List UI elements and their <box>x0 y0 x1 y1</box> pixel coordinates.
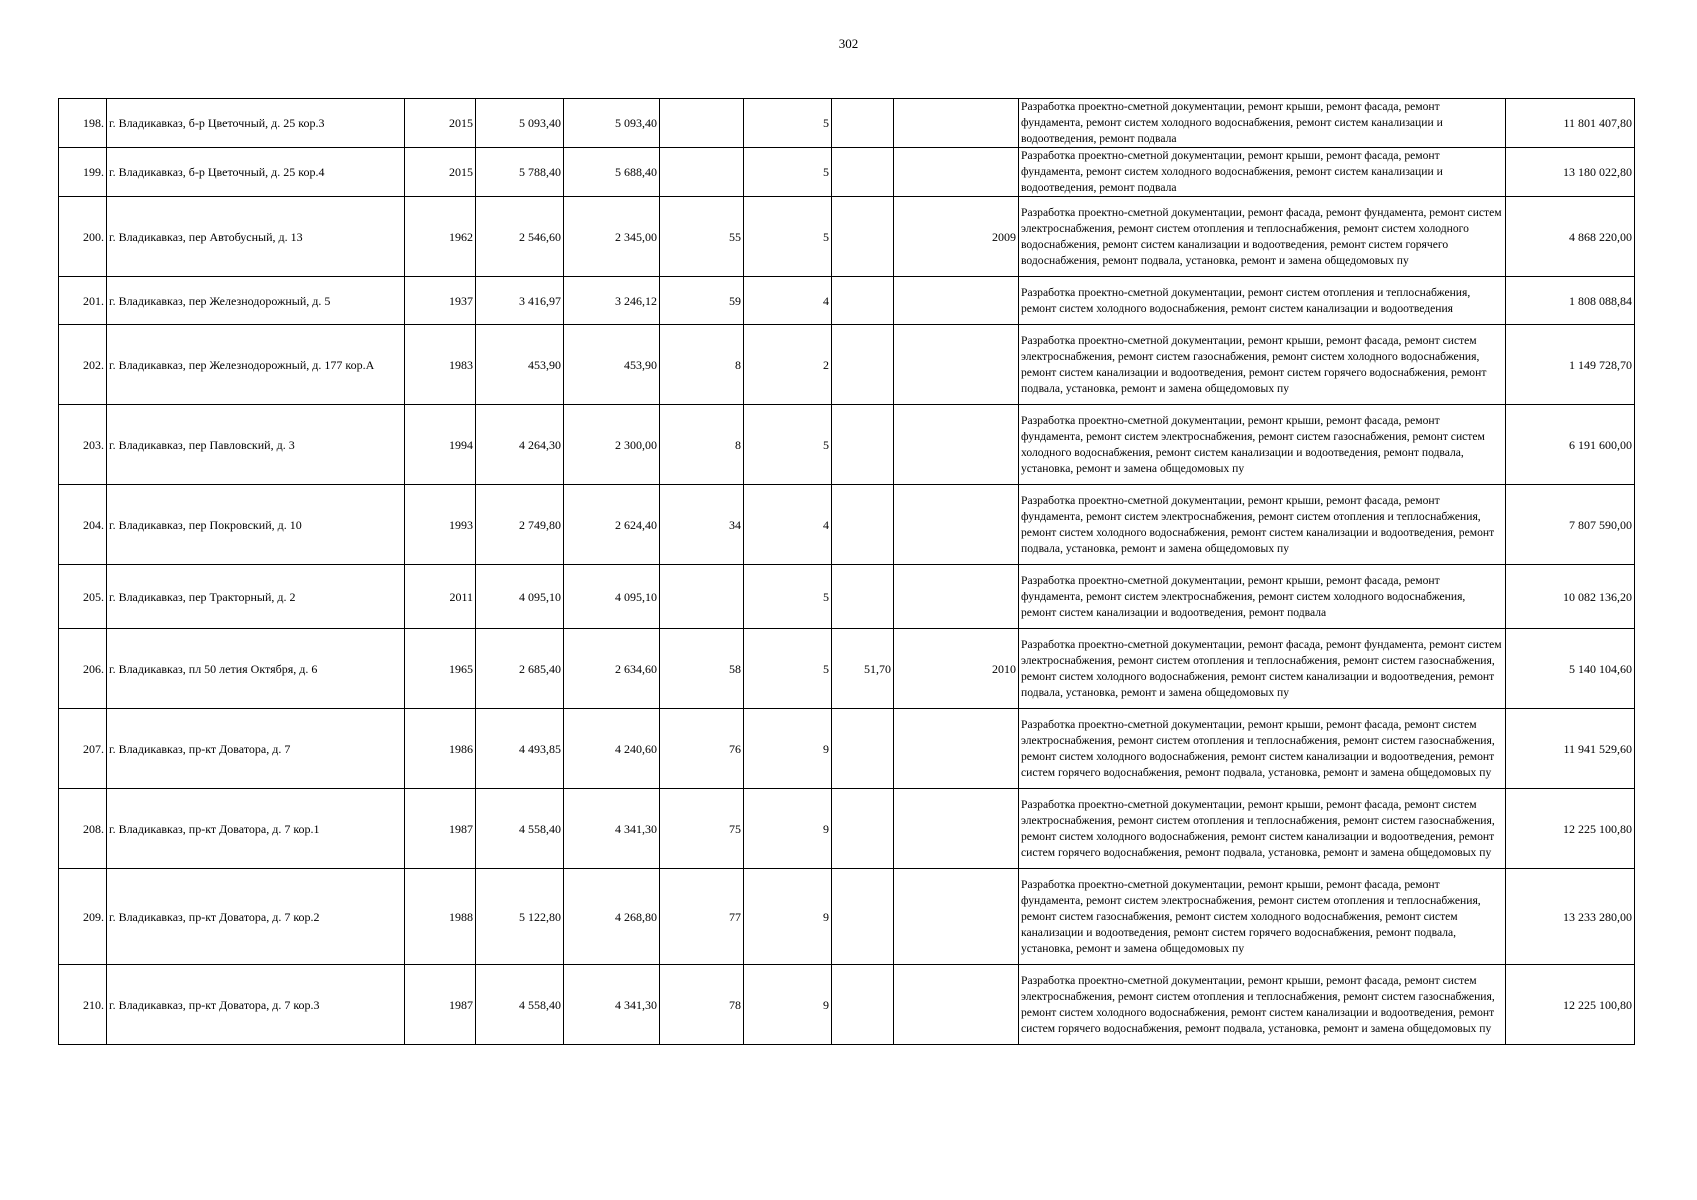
year-cell: 1986 <box>405 709 476 789</box>
living-area-cell: 4 240,60 <box>564 709 660 789</box>
last-repair-year-cell <box>894 277 1019 325</box>
works-description-cell: Разработка проектно-сметной документации, ремонт фасада, ремонт фундамента, ремонт систем электроснабжения, ремонт систем отопления и теплоснабжения, ремонт систем холодного водоснабжения, ремонт систем канализации и водоотведения, ремонт систем горячего водоснабжения, ремонт подвала, установка, ремонт и замена общедомовых пу <box>1019 197 1506 277</box>
living-area-cell: 4 268,80 <box>564 869 660 965</box>
row-number-cell: 207. <box>59 709 107 789</box>
total-area-cell: 453,90 <box>476 325 564 405</box>
floors-cell: 9 <box>744 869 832 965</box>
table-row <box>59 965 1635 1045</box>
table-row <box>59 148 1635 197</box>
cost-cell: 5 140 104,60 <box>1506 629 1635 709</box>
year-cell: 1965 <box>405 629 476 709</box>
cost-cell: 7 807 590,00 <box>1506 485 1635 565</box>
address-cell: г. Владикавказ, пр-кт Доватора, д. 7 <box>107 709 405 789</box>
residents-cell: 58 <box>660 629 744 709</box>
floors-cell: 5 <box>744 629 832 709</box>
works-description-cell: Разработка проектно-сметной документации, ремонт крыши, ремонт фасада, ремонт систем электроснабжения, ремонт систем газоснабжения, ремонт систем холодного водоснабжения, ремонт систем канализации и водоотведения, ремонт систем горячего водоснабжения, ремонт подвала, установка, ремонт и замена общедомовых пу <box>1019 325 1506 405</box>
works-description-cell: Разработка проектно-сметной документации, ремонт крыши, ремонт фасада, ремонт систем электроснабжения, ремонт систем отопления и теплоснабжения, ремонт систем газоснабжения, ремонт систем холодного водоснабжения, ремонт систем канализации и водоотведения, ремонт систем горячего водоснабжения, ремонт подвала, установка, ремонт и замена общедомовых пу <box>1019 789 1506 869</box>
cost-cell: 1 808 088,84 <box>1506 277 1635 325</box>
works-description-cell: Разработка проектно-сметной документации, ремонт крыши, ремонт фасада, ремонт фундамента, ремонт систем электроснабжения, ремонт систем газоснабжения, ремонт систем холодного водоснабжения, ремонт систем канализации и водоотведения, ремонт подвала, установка, ремонт и замена общедомовых пу <box>1019 405 1506 485</box>
living-area-cell: 2 634,60 <box>564 629 660 709</box>
living-area-cell: 4 095,10 <box>564 565 660 629</box>
row-number-cell: 209. <box>59 869 107 965</box>
works-description-cell: Разработка проектно-сметной документации, ремонт систем отопления и теплоснабжения, ремонт систем холодного водоснабжения, ремонт систем канализации и водоотведения <box>1019 277 1506 325</box>
year-cell: 2015 <box>405 99 476 148</box>
works-description-cell: Разработка проектно-сметной документации, ремонт крыши, ремонт фасада, ремонт систем электроснабжения, ремонт систем отопления и теплоснабжения, ремонт систем газоснабжения, ремонт систем холодного водоснабжения, ремонт систем канализации и водоотведения, ремонт систем горячего водоснабжения, ремонт подвала, установка, ремонт и замена общедомовых пу <box>1019 709 1506 789</box>
total-area-cell: 5 122,80 <box>476 869 564 965</box>
table-row <box>59 869 1635 965</box>
wear-cell <box>832 789 894 869</box>
total-area-cell: 5 788,40 <box>476 148 564 197</box>
row-number-cell: 205. <box>59 565 107 629</box>
year-cell: 1937 <box>405 277 476 325</box>
cost-cell: 4 868 220,00 <box>1506 197 1635 277</box>
address-cell: г. Владикавказ, пер Автобусный, д. 13 <box>107 197 405 277</box>
residents-cell: 55 <box>660 197 744 277</box>
last-repair-year-cell: 2010 <box>894 629 1019 709</box>
last-repair-year-cell: 2009 <box>894 197 1019 277</box>
wear-cell <box>832 405 894 485</box>
table-row <box>59 277 1635 325</box>
wear-cell <box>832 869 894 965</box>
address-cell: г. Владикавказ, пр-кт Доватора, д. 7 кор.1 <box>107 789 405 869</box>
living-area-cell: 453,90 <box>564 325 660 405</box>
table-body <box>59 99 1635 1045</box>
row-number-cell: 208. <box>59 789 107 869</box>
last-repair-year-cell <box>894 485 1019 565</box>
residents-cell: 59 <box>660 277 744 325</box>
last-repair-year-cell <box>894 869 1019 965</box>
total-area-cell: 4 095,10 <box>476 565 564 629</box>
floors-cell: 9 <box>744 709 832 789</box>
wear-cell: 51,70 <box>832 629 894 709</box>
cost-cell: 11 801 407,80 <box>1506 99 1635 148</box>
row-number-cell: 199. <box>59 148 107 197</box>
last-repair-year-cell <box>894 709 1019 789</box>
cost-cell: 12 225 100,80 <box>1506 965 1635 1045</box>
address-cell: г. Владикавказ, б-р Цветочный, д. 25 кор.4 <box>107 148 405 197</box>
floors-cell: 4 <box>744 277 832 325</box>
total-area-cell: 2 546,60 <box>476 197 564 277</box>
works-description-cell: Разработка проектно-сметной документации, ремонт крыши, ремонт фасада, ремонт фундамента, ремонт систем электроснабжения, ремонт систем отопления и теплоснабжения, ремонт систем холодного водоснабжения, ремонт систем канализации и водоотведения, ремонт подвала, установка, ремонт и замена общедомовых пу <box>1019 485 1506 565</box>
works-description-cell: Разработка проектно-сметной документации, ремонт крыши, ремонт фасада, ремонт фундамента, ремонт систем холодного водоснабжения, ремонт систем канализации и водоотведения, ремонт подвала <box>1019 99 1506 148</box>
works-description-cell: Разработка проектно-сметной документации, ремонт крыши, ремонт фасада, ремонт фундамента, ремонт систем холодного водоснабжения, ремонт систем канализации и водоотведения, ремонт подвала <box>1019 148 1506 197</box>
living-area-cell: 2 624,40 <box>564 485 660 565</box>
repair-program-table <box>58 98 1635 1045</box>
table-row <box>59 565 1635 629</box>
table-row <box>59 789 1635 869</box>
total-area-cell: 4 264,30 <box>476 405 564 485</box>
residents-cell: 75 <box>660 789 744 869</box>
residents-cell: 77 <box>660 869 744 965</box>
residents-cell <box>660 148 744 197</box>
residents-cell: 78 <box>660 965 744 1045</box>
row-number-cell: 203. <box>59 405 107 485</box>
row-number-cell: 201. <box>59 277 107 325</box>
wear-cell <box>832 99 894 148</box>
address-cell: г. Владикавказ, пр-кт Доватора, д. 7 кор.3 <box>107 965 405 1045</box>
works-description-cell: Разработка проектно-сметной документации, ремонт крыши, ремонт фасада, ремонт фундамента, ремонт систем электроснабжения, ремонт систем отопления и теплоснабжения, ремонт систем газоснабжения, ремонт систем холодного водоснабжения, ремонт систем канализации и водоотведения, ремонт систем горячего водоснабжения, ремонт подвала, установка, ремонт и замена общедомовых пу <box>1019 869 1506 965</box>
total-area-cell: 3 416,97 <box>476 277 564 325</box>
last-repair-year-cell <box>894 789 1019 869</box>
row-number-cell: 210. <box>59 965 107 1045</box>
living-area-cell: 4 341,30 <box>564 965 660 1045</box>
cost-cell: 13 233 280,00 <box>1506 869 1635 965</box>
table-row <box>59 405 1635 485</box>
wear-cell <box>832 965 894 1045</box>
year-cell: 1993 <box>405 485 476 565</box>
living-area-cell: 2 300,00 <box>564 405 660 485</box>
last-repair-year-cell <box>894 325 1019 405</box>
cost-cell: 1 149 728,70 <box>1506 325 1635 405</box>
floors-cell: 4 <box>744 485 832 565</box>
residents-cell <box>660 99 744 148</box>
residents-cell: 8 <box>660 325 744 405</box>
wear-cell <box>832 148 894 197</box>
works-description-cell: Разработка проектно-сметной документации, ремонт крыши, ремонт фасада, ремонт фундамента, ремонт систем электроснабжения, ремонт систем холодного водоснабжения, ремонт систем канализации и водоотведения, ремонт подвала <box>1019 565 1506 629</box>
year-cell: 2011 <box>405 565 476 629</box>
cost-cell: 10 082 136,20 <box>1506 565 1635 629</box>
residents-cell: 34 <box>660 485 744 565</box>
row-number-cell: 204. <box>59 485 107 565</box>
year-cell: 1962 <box>405 197 476 277</box>
table-row <box>59 709 1635 789</box>
year-cell: 1994 <box>405 405 476 485</box>
floors-cell: 2 <box>744 325 832 405</box>
floors-cell: 5 <box>744 197 832 277</box>
cost-cell: 12 225 100,80 <box>1506 789 1635 869</box>
living-area-cell: 5 688,40 <box>564 148 660 197</box>
living-area-cell: 5 093,40 <box>564 99 660 148</box>
works-description-cell: Разработка проектно-сметной документации, ремонт фасада, ремонт фундамента, ремонт систем электроснабжения, ремонт систем отопления и теплоснабжения, ремонт систем газоснабжения, ремонт систем холодного водоснабжения, ремонт систем канализации и водоотведения, ремонт подвала, установка, ремонт и замена общедомовых пу <box>1019 629 1506 709</box>
floors-cell: 9 <box>744 789 832 869</box>
living-area-cell: 3 246,12 <box>564 277 660 325</box>
cost-cell: 13 180 022,80 <box>1506 148 1635 197</box>
address-cell: г. Владикавказ, пл 50 летия Октября, д. 6 <box>107 629 405 709</box>
last-repair-year-cell <box>894 965 1019 1045</box>
address-cell: г. Владикавказ, пер Железнодорожный, д. 5 <box>107 277 405 325</box>
last-repair-year-cell <box>894 565 1019 629</box>
floors-cell: 5 <box>744 148 832 197</box>
total-area-cell: 5 093,40 <box>476 99 564 148</box>
residents-cell: 8 <box>660 405 744 485</box>
address-cell: г. Владикавказ, пер Железнодорожный, д. 177 кор.А <box>107 325 405 405</box>
row-number-cell: 200. <box>59 197 107 277</box>
row-number-cell: 198. <box>59 99 107 148</box>
last-repair-year-cell <box>894 99 1019 148</box>
wear-cell <box>832 565 894 629</box>
wear-cell <box>832 197 894 277</box>
year-cell: 1987 <box>405 965 476 1045</box>
floors-cell: 5 <box>744 405 832 485</box>
cost-cell: 6 191 600,00 <box>1506 405 1635 485</box>
address-cell: г. Владикавказ, пер Тракторный, д. 2 <box>107 565 405 629</box>
table-row <box>59 99 1635 148</box>
cost-cell: 11 941 529,60 <box>1506 709 1635 789</box>
total-area-cell: 4 493,85 <box>476 709 564 789</box>
wear-cell <box>832 485 894 565</box>
year-cell: 1988 <box>405 869 476 965</box>
wear-cell <box>832 325 894 405</box>
residents-cell <box>660 565 744 629</box>
row-number-cell: 202. <box>59 325 107 405</box>
floors-cell: 9 <box>744 965 832 1045</box>
row-number-cell: 206. <box>59 629 107 709</box>
total-area-cell: 4 558,40 <box>476 965 564 1045</box>
wear-cell <box>832 709 894 789</box>
address-cell: г. Владикавказ, пр-кт Доватора, д. 7 кор.2 <box>107 869 405 965</box>
works-description-cell: Разработка проектно-сметной документации, ремонт крыши, ремонт фасада, ремонт систем электроснабжения, ремонт систем отопления и теплоснабжения, ремонт систем газоснабжения, ремонт систем холодного водоснабжения, ремонт систем канализации и водоотведения, ремонт систем горячего водоснабжения, ремонт подвала, установка, ремонт и замена общедомовых пу <box>1019 965 1506 1045</box>
page-number: 302 <box>838 36 859 51</box>
living-area-cell: 2 345,00 <box>564 197 660 277</box>
floors-cell: 5 <box>744 565 832 629</box>
floors-cell: 5 <box>744 99 832 148</box>
residents-cell: 76 <box>660 709 744 789</box>
total-area-cell: 2 685,40 <box>476 629 564 709</box>
total-area-cell: 4 558,40 <box>476 789 564 869</box>
last-repair-year-cell <box>894 148 1019 197</box>
year-cell: 1983 <box>405 325 476 405</box>
living-area-cell: 4 341,30 <box>564 789 660 869</box>
table-row <box>59 485 1635 565</box>
table-row <box>59 629 1635 709</box>
address-cell: г. Владикавказ, б-р Цветочный, д. 25 кор.3 <box>107 99 405 148</box>
address-cell: г. Владикавказ, пер Покровский, д. 10 <box>107 485 405 565</box>
address-cell: г. Владикавказ, пер Павловский, д. 3 <box>107 405 405 485</box>
table-row <box>59 197 1635 277</box>
total-area-cell: 2 749,80 <box>476 485 564 565</box>
last-repair-year-cell <box>894 405 1019 485</box>
year-cell: 1987 <box>405 789 476 869</box>
table-row <box>59 325 1635 405</box>
wear-cell <box>832 277 894 325</box>
year-cell: 2015 <box>405 148 476 197</box>
